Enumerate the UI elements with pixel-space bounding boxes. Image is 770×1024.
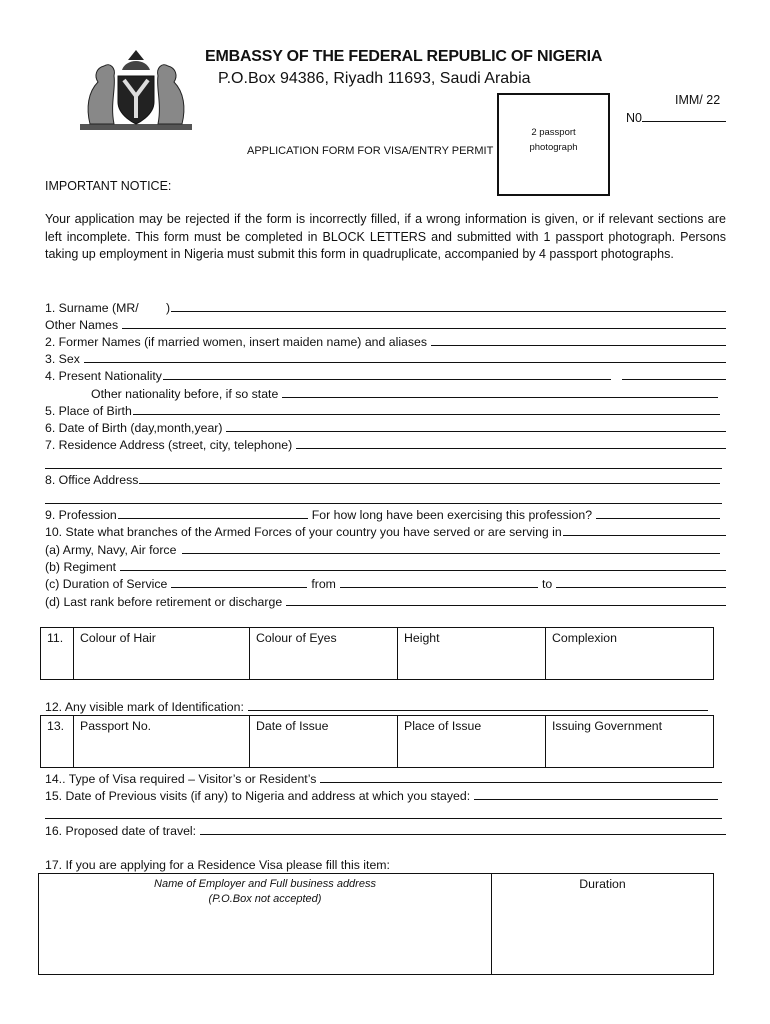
travel-date-label: 16. Proposed date of travel: bbox=[45, 824, 197, 838]
employer-note: (P.O.Box not accepted) bbox=[208, 893, 322, 905]
profession-duration-label: For how long have been exercising this profession? bbox=[311, 508, 593, 522]
place-of-issue-cell[interactable]: Place of Issue bbox=[398, 716, 546, 768]
armed-forces-field[interactable] bbox=[45, 522, 726, 539]
residence-address-field[interactable] bbox=[45, 435, 726, 452]
visa-type-label: 14.. Type of Visa required – Visitor’s or Resident’s bbox=[45, 772, 317, 786]
physical-table bbox=[40, 627, 714, 680]
photo-label-2: photograph bbox=[529, 142, 578, 153]
residence-address-line-2[interactable] bbox=[45, 468, 722, 469]
place-of-birth-field[interactable] bbox=[45, 401, 726, 418]
employer-label: Name of Employer and Full business address bbox=[154, 878, 376, 890]
duration-service-label: (c) Duration of Service bbox=[45, 577, 168, 591]
office-address-field[interactable] bbox=[45, 470, 726, 487]
residence-visa-heading bbox=[45, 855, 726, 872]
place-of-birth-label: 5. Place of Birth bbox=[45, 404, 132, 418]
profession-label: 9. Profession bbox=[45, 508, 117, 522]
other-nationality-field[interactable] bbox=[91, 384, 718, 401]
form-code: IMM/ 22 bbox=[675, 93, 721, 107]
issuing-government-cell[interactable]: Issuing Government bbox=[546, 716, 714, 768]
photo-label-1: 2 passport bbox=[531, 127, 576, 138]
office-address-line-2[interactable] bbox=[45, 503, 722, 504]
date-of-birth-label: 6. Date of Birth (day,month,year) bbox=[45, 421, 223, 435]
notice-heading: IMPORTANT NOTICE: bbox=[45, 179, 172, 193]
previous-visits-field[interactable] bbox=[45, 786, 718, 803]
former-names-label: 2. Former Names (if married women, insert maiden name) and aliases bbox=[45, 335, 428, 349]
other-nationality-label: Other nationality before, if so state bbox=[91, 387, 279, 401]
duration-cell[interactable] bbox=[492, 874, 714, 975]
armed-forces-label: 10. State what branches of the Armed Forces of your country you have served or are serving in bbox=[45, 525, 562, 539]
surname-label: 1. Surname (MR/ ) bbox=[45, 301, 171, 315]
form-number-label: N0 bbox=[626, 111, 642, 125]
regiment-label: (b) Regiment bbox=[45, 560, 117, 574]
travel-date-field[interactable] bbox=[45, 821, 726, 838]
duration-label: Duration bbox=[579, 877, 626, 891]
photo-box[interactable] bbox=[497, 93, 610, 196]
passport-table bbox=[40, 715, 714, 768]
employer-table bbox=[38, 873, 714, 975]
notice-text: Your application may be rejected if the form is incorrectly filled, if a wrong information is given, or if relevant sections are left incomplete. This form must be completed in BLOCK LETTERS and submitted with 1 passport photograph. Persons taking up employment in Nigeria must submit this form in quadruplicate, accompanied by 4 passport photographs. bbox=[45, 212, 726, 261]
previous-visits-label: 15. Date of Previous visits (if any) to Nigeria and address at which you stayed: bbox=[45, 789, 471, 803]
eye-colour-cell[interactable]: Colour of Eyes bbox=[250, 628, 398, 680]
date-of-issue-cell[interactable]: Date of Issue bbox=[250, 716, 398, 768]
from-label: from bbox=[311, 577, 336, 591]
visible-mark-label: 12. Any visible mark of Identification: bbox=[45, 700, 244, 714]
surname-field[interactable] bbox=[45, 298, 726, 315]
to-label: to bbox=[541, 577, 553, 591]
table11-number: 11. bbox=[41, 628, 74, 680]
profession-field[interactable] bbox=[45, 505, 726, 522]
nationality-field[interactable] bbox=[45, 366, 726, 383]
residence-address-label: 7. Residence Address (street, city, telephone) bbox=[45, 438, 293, 452]
regiment-field[interactable] bbox=[45, 557, 726, 574]
height-cell[interactable]: Height bbox=[398, 628, 546, 680]
embassy-title: EMBASSY OF THE FEDERAL REPUBLIC OF NIGERIA bbox=[205, 48, 603, 65]
residence-visa-label: 17. If you are applying for a Residence Visa please fill this item: bbox=[45, 858, 390, 872]
table13-number: 13. bbox=[41, 716, 74, 768]
passport-no-cell[interactable]: Passport No. bbox=[74, 716, 250, 768]
sex-label: 3. Sex bbox=[45, 352, 80, 366]
visa-type-field[interactable] bbox=[45, 769, 722, 786]
date-of-birth-field[interactable] bbox=[45, 418, 726, 435]
last-rank-field[interactable] bbox=[45, 592, 726, 609]
nationality-label: 4. Present Nationality bbox=[45, 369, 162, 383]
office-address-label: 8. Office Address bbox=[45, 473, 139, 487]
visible-mark-field[interactable] bbox=[45, 697, 708, 714]
previous-visits-line-2[interactable] bbox=[45, 818, 722, 819]
last-rank-label: (d) Last rank before retirement or discharge bbox=[45, 595, 283, 609]
nigeria-coat-of-arms bbox=[80, 48, 192, 134]
army-label: (a) Army, Navy, Air force bbox=[45, 543, 177, 557]
other-names-field[interactable] bbox=[45, 315, 726, 332]
embassy-address: P.O.Box 94386, Riyadh 11693, Saudi Arabia bbox=[218, 70, 531, 87]
form-title: APPLICATION FORM FOR VISA/ENTRY PERMIT bbox=[247, 145, 494, 157]
duration-service-field[interactable] bbox=[45, 574, 726, 591]
employer-cell[interactable] bbox=[39, 874, 492, 975]
form-number[interactable] bbox=[626, 111, 726, 125]
complexion-cell[interactable]: Complexion bbox=[546, 628, 714, 680]
other-names-label: Other Names bbox=[45, 318, 119, 332]
hair-colour-cell[interactable]: Colour of Hair bbox=[74, 628, 250, 680]
army-field[interactable] bbox=[45, 540, 726, 557]
former-names-field[interactable] bbox=[45, 332, 726, 349]
sex-field[interactable] bbox=[45, 349, 726, 366]
